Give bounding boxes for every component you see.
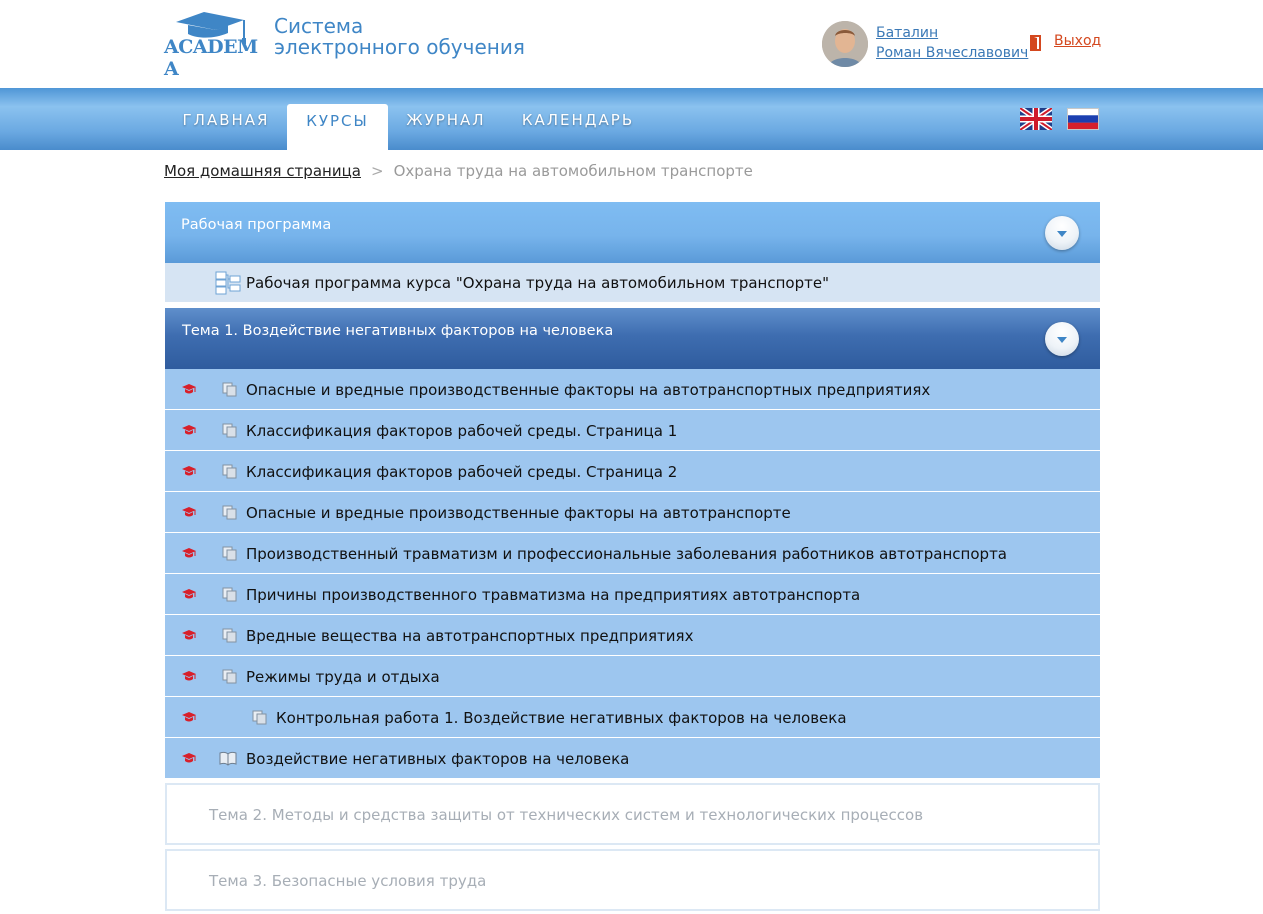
topic1-item[interactable] [165, 533, 1100, 573]
flag-russia-icon[interactable] [1067, 108, 1099, 130]
pages-icon [222, 464, 238, 479]
topic1-item[interactable] [165, 574, 1100, 614]
pages-icon [222, 587, 238, 602]
topic1-item[interactable] [165, 615, 1100, 655]
graduation-cap-icon [182, 383, 196, 395]
program-item-label: Рабочая программа курса "Охрана труда на автомобильном транспорте" [246, 274, 829, 292]
program-item[interactable] [165, 263, 1100, 302]
flag-uk-icon[interactable] [1020, 108, 1052, 130]
breadcrumb [164, 162, 753, 180]
pages-icon [222, 628, 238, 643]
pages-icon [222, 505, 238, 520]
system-title-line1: Система [274, 14, 364, 38]
topic1-item-label: Причины производственного травматизма на предприятиях автотранспорта [246, 586, 861, 604]
graduation-cap-icon [182, 506, 196, 518]
topic1-item-label: Производственный травматизм и профессиональные заболевания работников автотранспорта [246, 545, 1007, 563]
avatar-image [822, 21, 868, 67]
header [0, 0, 1263, 88]
topic1-item-label: Классификация факторов рабочей среды. Страница 1 [246, 422, 678, 440]
book-icon [219, 751, 237, 766]
user-last-name: Баталин [876, 25, 939, 41]
nav-main[interactable]: ГЛАВНАЯ [182, 111, 270, 129]
chevron-down-icon [1057, 231, 1067, 237]
topic1-item[interactable] [165, 492, 1100, 532]
breadcrumb-current: Охрана труда на автомобильном транспорте [393, 162, 753, 180]
topic1-item[interactable] [165, 656, 1100, 696]
graduation-cap-icon [182, 588, 196, 600]
logo-text: ACADEM A [164, 36, 258, 80]
topic2-title: Тема 2. Методы и средства защиты от технических систем и технологических процессов [209, 806, 924, 824]
user-profile-link[interactable] [876, 23, 1036, 63]
topic1-toggle[interactable] [1045, 322, 1079, 356]
user-first-middle-name: Роман Вячеславович [876, 45, 1029, 61]
system-title [274, 16, 525, 58]
pages-icon [222, 423, 238, 438]
breadcrumb-home-link[interactable]: Моя домашняя страница [164, 162, 361, 180]
topic3-header[interactable] [165, 849, 1100, 911]
nav-courses[interactable]: КУРСЫ [287, 104, 388, 150]
pages-icon [222, 669, 238, 684]
system-title-line2: электронного обучения [274, 35, 525, 59]
main-nav [0, 88, 1263, 150]
pages-icon [252, 710, 268, 725]
topic2-header[interactable] [165, 783, 1100, 845]
program-section-header[interactable] [165, 202, 1100, 263]
logout-door-icon[interactable] [1030, 35, 1044, 51]
graduation-cap-icon [182, 670, 196, 682]
graduation-cap-icon [182, 465, 196, 477]
program-section-toggle[interactable] [1045, 216, 1079, 250]
graduation-cap-icon [182, 629, 196, 641]
topic1-item-label: Вредные вещества на автотранспортных предприятиях [246, 627, 694, 645]
topic3-title: Тема 3. Безопасные условия труда [209, 872, 487, 890]
logout-link[interactable]: Выход [1054, 33, 1102, 49]
topic1-item[interactable] [165, 369, 1100, 409]
topic1-item-label: Контрольная работа 1. Воздействие негативных факторов на человека [276, 709, 847, 727]
academia-logo[interactable] [164, 12, 260, 80]
program-section-title: Рабочая программа [181, 217, 332, 233]
topic1-item[interactable] [165, 697, 1100, 737]
graduation-cap-icon [182, 424, 196, 436]
graduation-cap-icon [182, 547, 196, 559]
topic1-item-label: Опасные и вредные производственные факторы на автотранспортных предприятиях [246, 381, 931, 399]
topic1-item-label: Воздействие негативных факторов на человека [246, 750, 630, 768]
course-structure-icon [215, 271, 241, 295]
topic1-item-label: Классификация факторов рабочей среды. Страница 2 [246, 463, 678, 481]
nav-calendar[interactable]: КАЛЕНДАРЬ [521, 111, 635, 129]
topic1-header[interactable] [165, 308, 1100, 369]
topic1-item-label: Опасные и вредные производственные факторы на автотранспорте [246, 504, 791, 522]
topic1-item[interactable] [165, 451, 1100, 491]
topic1-item[interactable] [165, 738, 1100, 778]
chevron-down-icon [1057, 337, 1067, 343]
topic1-item[interactable] [165, 410, 1100, 450]
pages-icon [222, 546, 238, 561]
topic1-item-label: Режимы труда и отдыха [246, 668, 440, 686]
avatar[interactable] [822, 21, 868, 67]
breadcrumb-separator: > [370, 162, 384, 180]
topic1-title: Тема 1. Воздействие негативных факторов на человека [182, 323, 614, 339]
nav-journal[interactable]: ЖУРНАЛ [406, 111, 486, 129]
pages-icon [222, 382, 238, 397]
graduation-cap-icon [182, 752, 196, 764]
graduation-cap-icon [182, 711, 196, 723]
